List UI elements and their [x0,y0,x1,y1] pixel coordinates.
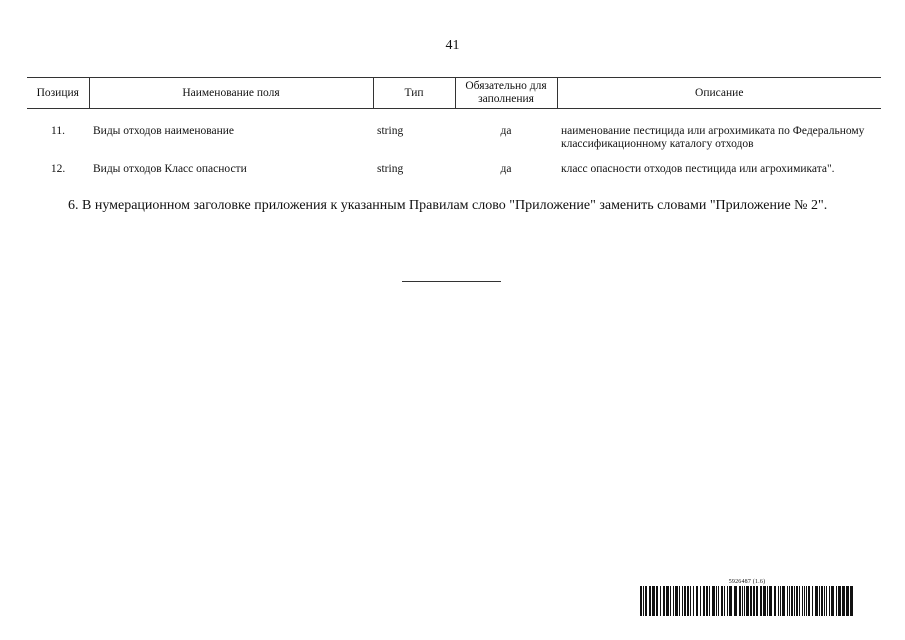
end-divider [402,281,501,282]
row-description: наименование пестицида или агрохимиката по Федеральному классификационному каталогу отходов [561,125,865,150]
barcode-label: 5926487 (1.6) [728,579,766,585]
barcode-icon [638,586,856,616]
row-position: 11. [51,125,65,137]
row-type: string [377,163,404,175]
row-required: да [500,125,512,137]
row-position: 12. [50,163,66,175]
header-type: Тип [373,78,455,109]
table-row [27,161,881,186]
table-row [27,123,881,161]
row-required: да [500,163,512,175]
row-field-name: Виды отходов Класс опасности [93,163,247,175]
row-field-name: Виды отходов наименование [93,125,235,137]
header-description: Описание [557,78,881,109]
header-position: Позиция [27,78,89,109]
row-type: string [377,125,404,137]
row-description: класс опасности отходов пестицида или агрохимиката". [561,163,835,175]
fields-table [27,77,881,186]
amendment-text: 6. В нумерационном заголовке приложения к указанным Правилам слово "Приложение" заменить словами "Приложение № 2". [68,198,828,213]
table-header-row [27,78,881,109]
header-required: Обязательно для заполнения [455,78,557,109]
amendment-paragraph [32,196,874,215]
barcode-block [638,579,856,616]
header-field-name: Наименование поля [89,78,373,109]
page-number: 41 [445,38,460,53]
